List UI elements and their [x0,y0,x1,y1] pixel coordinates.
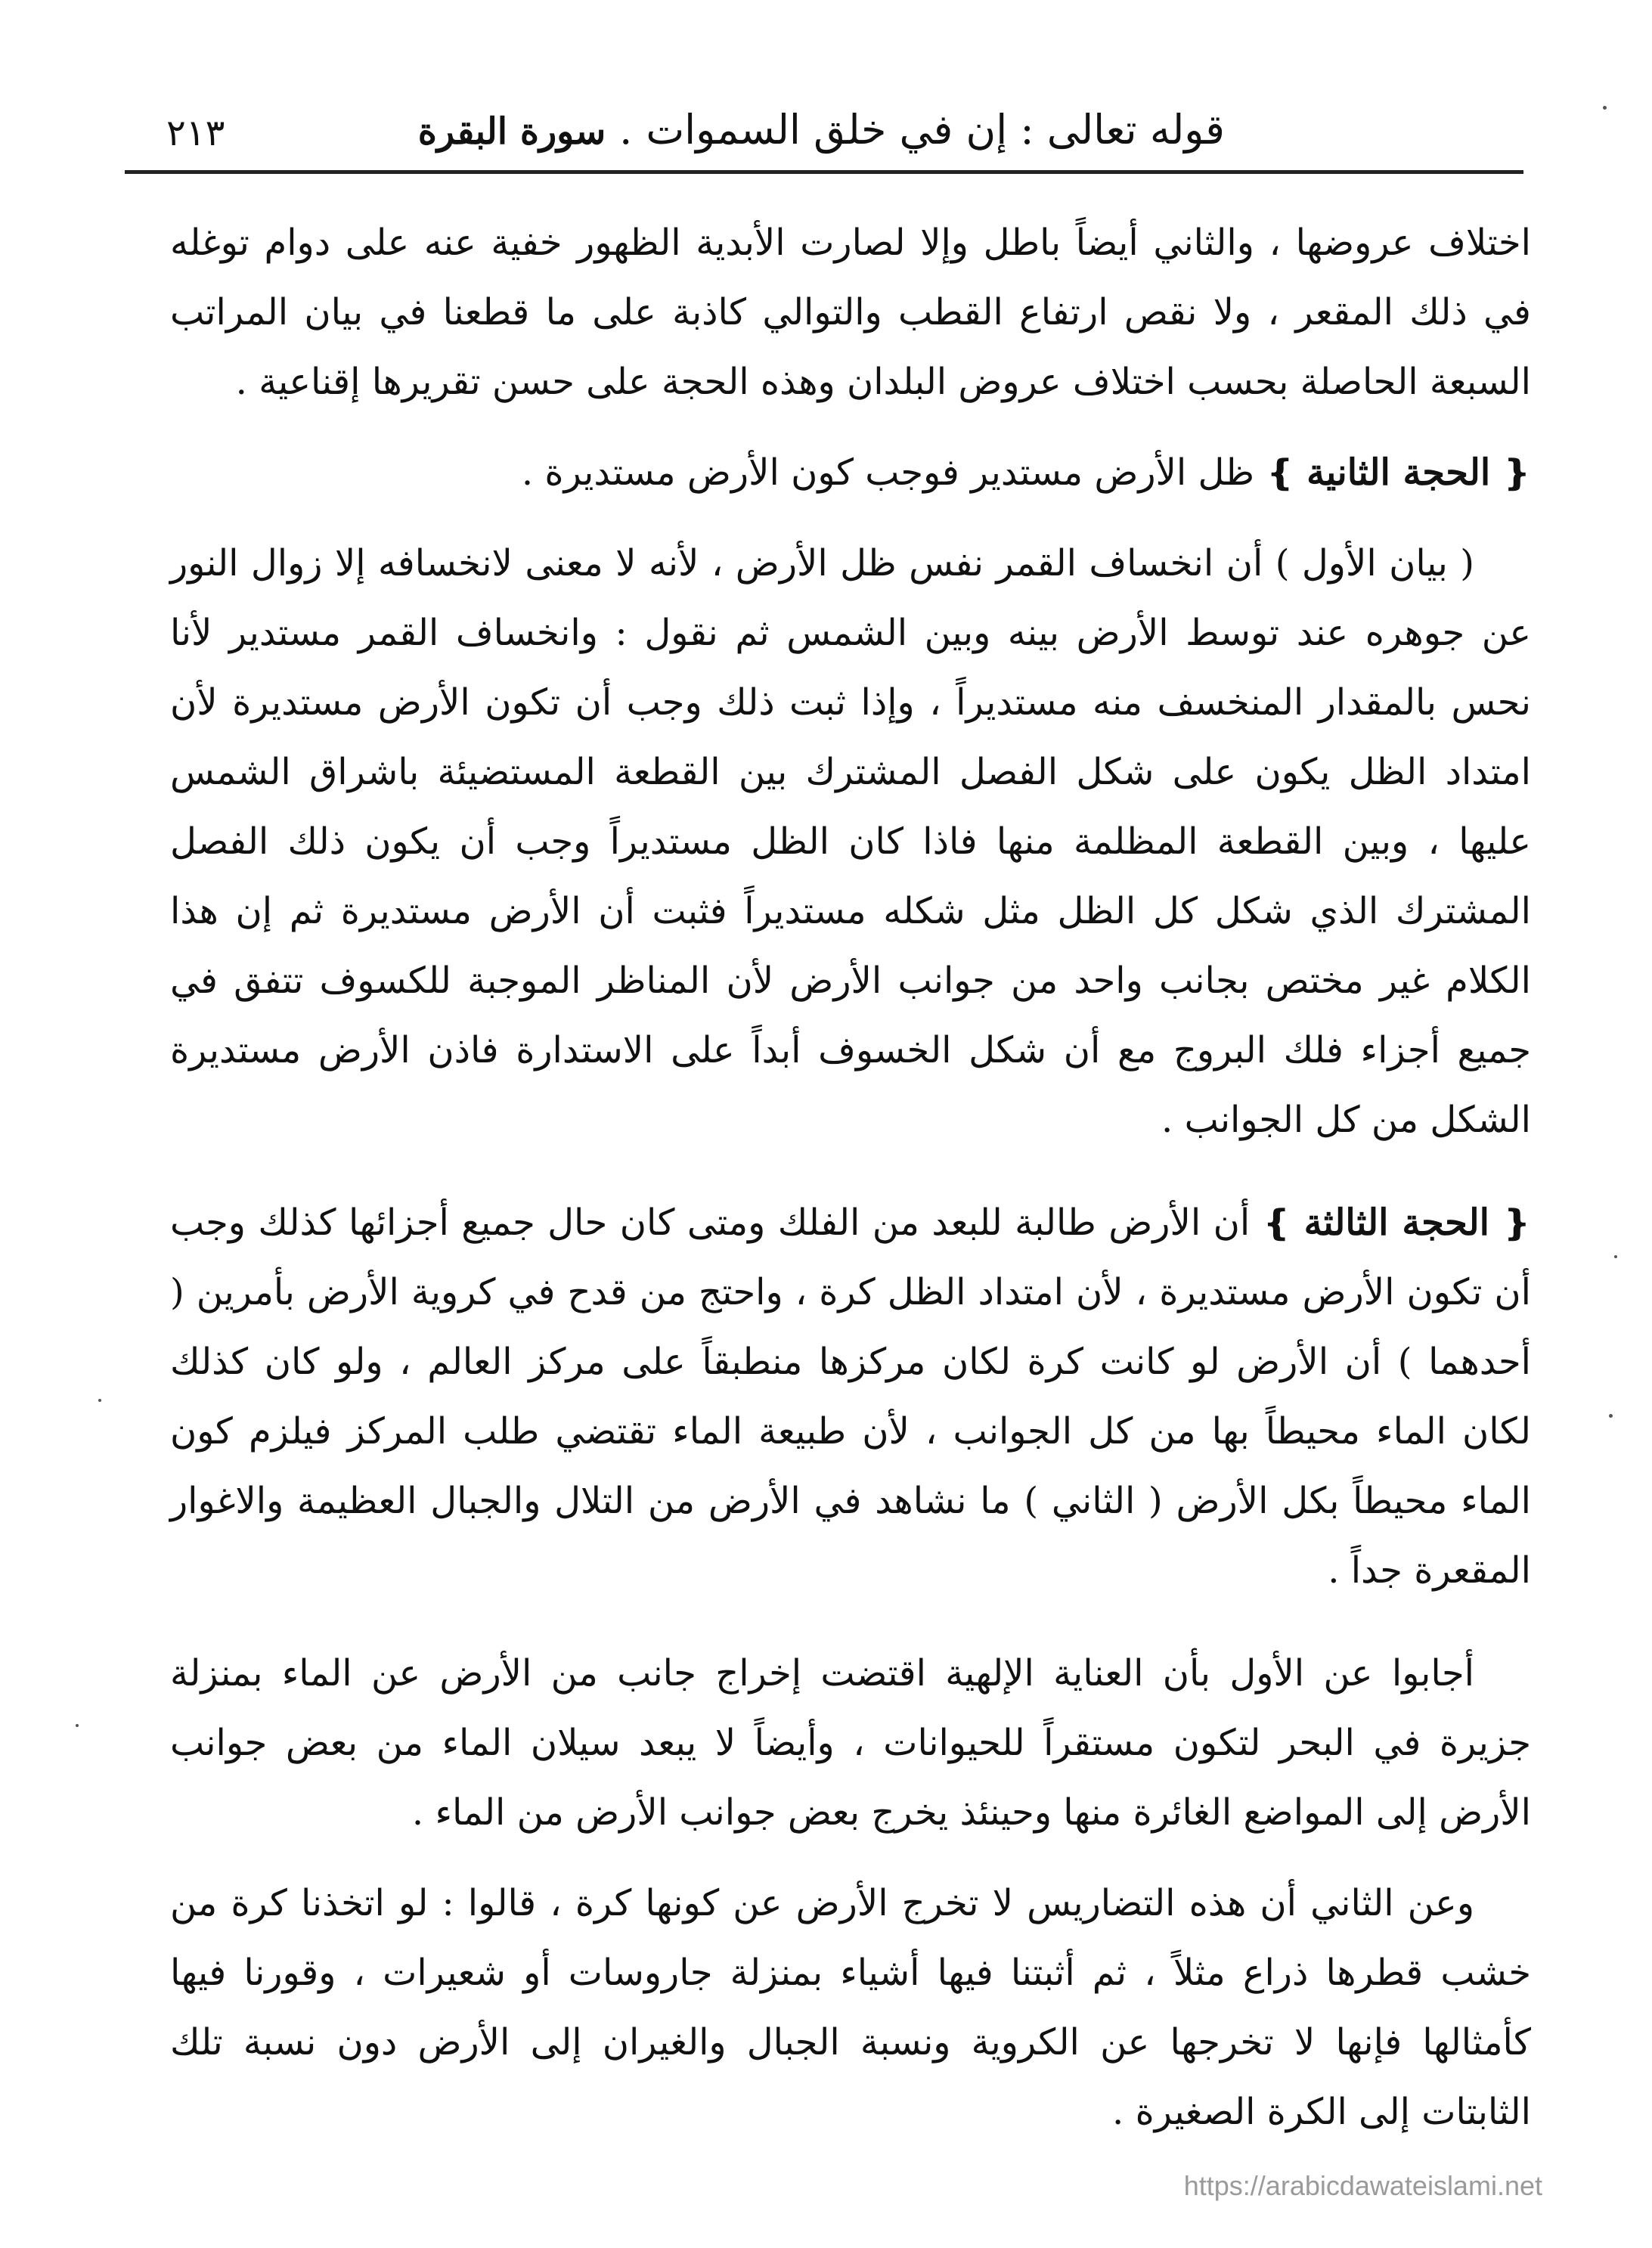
paragraph-text: ظل الأرض مستدير فوجب كون الأرض مستديرة . [521,451,1255,494]
header-separator: . [619,106,633,153]
body-text [170,208,1531,2147]
watermark-url: https://arabicdawateislami.net [1183,2170,1542,2201]
scan-speck [1614,1255,1617,1258]
section-heading: الحجة الثالثة [1303,1202,1490,1244]
paragraph-text: اختلاف عروضها ، والثاني أيضاً باطل وإلا لصارت الأبدية الظهور خفية عنه على دوام توغله في ذلك المقعر ، ولا نقص ارتفاع القطب والتوالي كاذبة على ما قطعنا في بيان المراتب السبعة الحاصلة بحسب اختلاف عروض البلدان وهذه الحجة على حسن تقريرها إقناعية . [170,222,1531,403]
paragraph-2 [170,438,1531,507]
ornament-open-icon: ❴ [1502,452,1531,493]
page-number: ٢١٣ [166,112,225,154]
header-rule [125,170,1523,174]
paragraph-text: أجابوا عن الأول بأن العناية الإلهية اقتضت إخراج جانب من الأرض عن الماء بمنزلة جزيرة في البحر لتكون مستقراً للحيوانات ، وأيضاً لا يبعد سيلان الماء من بعض جوانب الأرض إلى المواضع الغائرة منها وحينئذ يخرج بعض جوانب الأرض من الماء . [170,1652,1531,1834]
section-heading: الحجة الثانية [1306,451,1491,494]
surah-name: سورة البقرة [417,110,606,153]
ornament-close-icon: ❵ [1266,452,1295,493]
paragraph-1 [170,208,1531,417]
paragraph-text: وعن الثاني أن هذه التضاريس لا تخرج الأرض عن كونها كرة ، قالوا : لو اتخذنا كرة من خشب قطرها ذراع مثلاً ، ثم أثبتنا فيها أشياء بمنزلة جاروسات أو شعيرات ، وقورنا فيها كأمثالها فإنها لا تخرجها عن الكروية ونسبة الجبال والغيران إلى الأرض دون نسبة تلك الثابتات إلى الكرة الصغيرة . [170,1882,1532,2133]
paragraph-3 [170,529,1531,1155]
paragraph-text: أن الأرض طالبة للبعد من الفلك ومتى كان حال جميع أجزائها كذلك وجب أن تكون الأرض مستديرة ، لأن امتداد الظل كرة ، واحتج من قدح في كروية الأرض بأمرين ( أحدهما ) أن الأرض لو كانت كرة لكان مركزها منطبقاً على مركز العالم ، ولو كان كذلك لكان الماء محيطاً بها من كل الجوانب ، لأن طبيعة الماء تقتضي طلب المركز فيلزم كون الماء محيطاً بكل الأرض ( الثاني ) ما نشاهد في الأرض من التلال والجبال العظيمة والاغوار المقعرة جداً . [170,1202,1532,1592]
scan-speck [76,1724,79,1727]
paragraph-6 [170,1868,1531,2147]
paragraph-4 [170,1188,1531,1605]
paragraph-5 [170,1639,1531,1847]
ornament-close-icon: ❵ [1262,1202,1292,1243]
running-header [125,91,1523,174]
scan-speck [1603,106,1607,110]
header-title: قوله تعالى : إن في خلق السموات [646,106,1225,153]
ornament-open-icon: ❴ [1502,1202,1531,1243]
header-title-line [418,106,1225,153]
scan-speck [1609,1414,1613,1418]
paragraph-text: ( بيان الأول ) أن انخساف القمر نفس ظل الأرض ، لأنه لا معنى لانخسافه إلا زوال النور عن جوهره عند توسط الأرض بينه وبين الشمس ثم نقول : وانخساف القمر مستدير لأنا نحس بالمقدار المنخسف منه مستديراً ، وإذا ثبت ذلك وجب أن تكون الأرض مستديرة لأن امتداد الظل يكون على شكل الفصل المشترك بين القطعة المستضيئة باشراق الشمس عليها ، وبين القطعة المظلمة منها فاذا كان الظل مستديراً وجب أن يكون ذلك الفصل المشترك الذي شكل كل الظل مثل شكله مستديراً فثبت أن الأرض مستديرة ثم إن هذا الكلام غير مختص بجانب واحد من جوانب الأرض لأن المناظر الموجبة للكسوف تتفق في جميع أجزاء فلك البروج مع أن شكل الخسوف أبداً على الاستدارة فاذن الأرض مستديرة الشكل من كل الجوانب . [170,542,1531,1141]
scan-speck [98,1399,101,1402]
